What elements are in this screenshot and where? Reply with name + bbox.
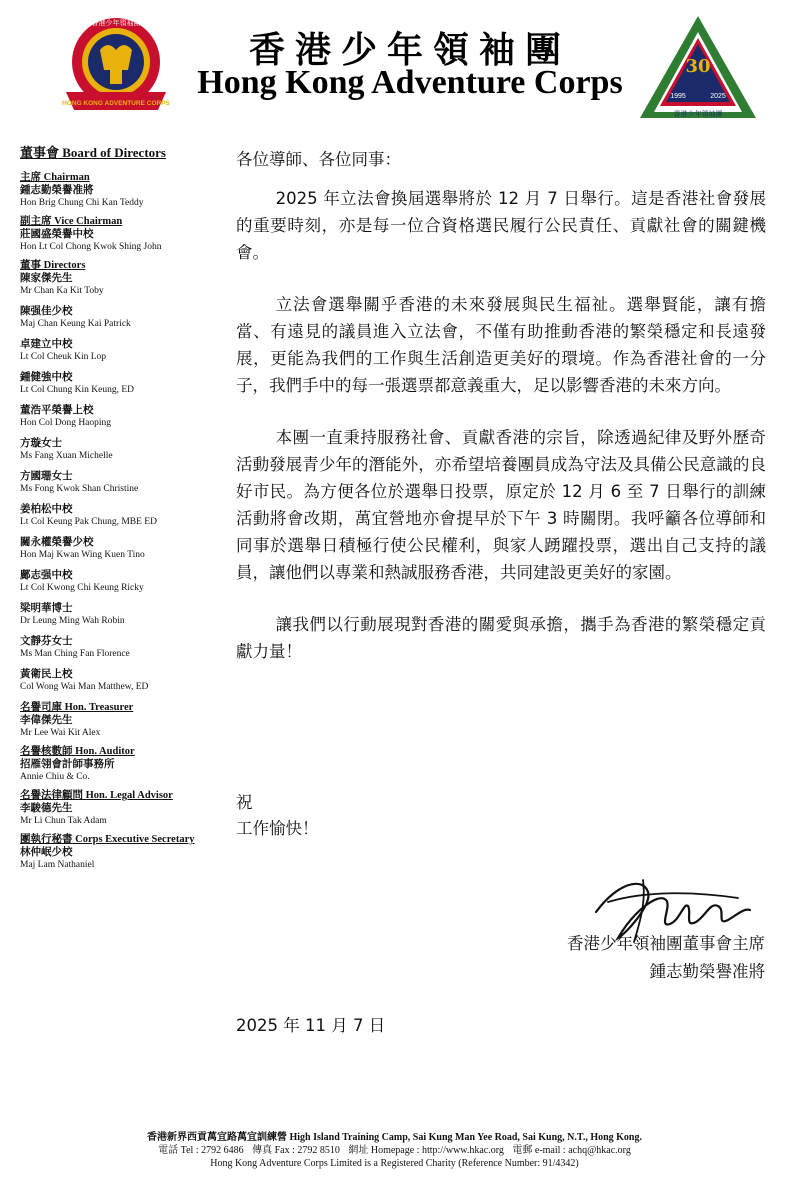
left-logo-ring-text: 香港少年領袖團 (91, 19, 141, 27)
closing-line-2: 工作愉快！ (236, 819, 319, 838)
footer (0, 1131, 789, 1170)
director-name-en: Mr Chan Ka Kit Toby (20, 286, 104, 296)
executive-secretary-name-zh: 林仲岷少校 (20, 846, 73, 858)
director-name-zh: 姜柏松中校 (20, 503, 73, 515)
closing (236, 790, 319, 842)
director-entry (20, 668, 220, 693)
director-name-zh: 陳强佳少校 (20, 305, 73, 317)
footer-tel: 電話 Tel : 2792 6486 (158, 1145, 244, 1156)
directors-section (20, 259, 220, 693)
director-name-zh: 鄺志强中校 (20, 569, 73, 581)
director-name-en: Ms Fang Xuan Michelle (20, 451, 113, 461)
hkac-emblem-logo (60, 14, 172, 118)
letter-paragraph: 本團一直秉持服務社會、貢獻香港的宗旨，除透過紀律及野外歷奇活動發展青少年的潛能外，亦希望培養團員成為守法及具備公民意識的良好市民。為方便各位於選舉日投票，原定於 12 月 6 至 7 日舉行的訓練活動將會改期，萬宜營地亦會提早於下午 3 時關閉。我呼籲各位導師和同事於選舉日積極行使公民權利，與家人踴躍投票，選出自己支持的議員，讓他們以專業和熱誠服務香港，共同建設更美好的家園。 (236, 428, 766, 582)
vice-chairman-section (20, 215, 220, 253)
vice-chairman-name-zh: 莊國盛榮譽中校 (20, 228, 94, 240)
closing-line-1: 祝 (236, 793, 253, 812)
director-name-en: Lt Col Chung Kin Keung, ED (20, 385, 134, 395)
letter-body (236, 146, 766, 690)
director-entry (20, 305, 220, 330)
director-entry (20, 569, 220, 594)
footer-fax: 傳真 Fax : 2792 8510 (252, 1145, 340, 1156)
org-title-zh: 香港少年領袖團 (248, 29, 571, 71)
executive-secretary-title: 團執行秘書 Corps Executive Secretary (20, 834, 195, 845)
org-title-en: Hong Kong Adventure Corps (197, 64, 623, 101)
director-entry (20, 635, 220, 660)
signatory-name: 鍾志勤榮譽准將 (649, 962, 765, 981)
auditor-name-zh: 招雁翎會計師事務所 (20, 758, 115, 770)
director-entry (20, 437, 220, 462)
letter-date: 2025 年 11 月 7 日 (236, 1016, 386, 1035)
director-name-zh: 方璇女士 (20, 437, 62, 449)
chairman-title: 主席 Chairman (20, 172, 90, 183)
letter-paragraph: 2025 年立法會換屆選舉將於 12 月 7 日舉行。這是香港社會發展的重要時刻，亦是每一位合資格選民履行公民責任、貢獻社會的關鍵機會。 (236, 189, 766, 262)
anniversary-year-start: 1995 (670, 93, 686, 100)
legal-advisor-name-en: Mr Li Chun Tak Adam (20, 816, 107, 826)
director-name-zh: 陳家傑先生 (20, 272, 73, 284)
legal-advisor-title: 名譽法律顧問 Hon. Legal Advisor (20, 790, 173, 801)
vice-chairman-name-en: Hon Lt Col Chong Kwok Shing John (20, 242, 162, 252)
director-entry (20, 404, 220, 429)
executive-secretary-section (20, 833, 220, 871)
director-entry (20, 371, 220, 396)
director-name-zh: 文靜芬女士 (20, 635, 73, 647)
chairman-name-en: Hon Brig Chung Chi Kan Teddy (20, 198, 144, 208)
executive-secretary-name-en: Maj Lam Nathaniel (20, 860, 95, 870)
director-name-en: Ms Man Ching Fan Florence (20, 649, 130, 659)
footer-email[interactable]: 電郵 e-mail : achq@hkac.org (512, 1145, 631, 1156)
treasurer-title: 名譽司庫 Hon. Treasurer (20, 702, 134, 713)
director-name-en: Lt Col Keung Pak Chung, MBE ED (20, 517, 157, 527)
chairman-name-zh: 鍾志勤榮譽准將 (20, 184, 94, 196)
director-name-en: Maj Chan Keung Kai Patrick (20, 319, 131, 329)
board-of-directors-sidebar (20, 142, 220, 877)
director-entry (20, 272, 220, 297)
letter-paragraph: 立法會選舉關乎香港的未來發展與民生福祉。選舉賢能，讓有擔當、有遠見的議員進入立法會，不僅有助推動香港的繁榮穩定和長遠發展，更能為我們的工作與生活創造更美好的環境。作為香港社會的一分子，我們手中的每一張選票都意義重大，足以影響香港的未來方向。 (236, 295, 766, 395)
director-name-en: Hon Col Dong Haoping (20, 418, 112, 428)
director-name-zh: 方國珊女士 (20, 470, 73, 482)
director-name-zh: 董浩平榮譽上校 (20, 404, 94, 416)
footer-homepage[interactable]: 網址 Homepage : http://www.hkac.org (348, 1145, 504, 1156)
footer-charity: Hong Kong Adventure Corps Limited is a Registered Charity (Reference Number: 91/4342) (210, 1158, 579, 1169)
director-name-en: Hon Maj Kwan Wing Kuen Tino (20, 550, 145, 560)
director-name-en: Lt Col Kwong Chi Keung Ricky (20, 583, 144, 593)
board-title: 董事會 Board of Directors (20, 145, 166, 160)
director-name-zh: 鍾健強中校 (20, 371, 73, 383)
director-entry (20, 338, 220, 363)
footer-address: 香港新界西貢萬宜路萬宜訓練營 High Island Training Camp, Sai Kung Man Yee Road, Sai Kung, N.T., Hong Kong. (147, 1132, 642, 1143)
left-logo-ribbon-text: HONG KONG ADVENTURE CORPS (62, 100, 170, 107)
directors-title: 董事 Directors (20, 260, 86, 271)
vice-chairman-title: 副主席 Vice Chairman (20, 216, 123, 227)
chairman-section (20, 171, 220, 209)
treasurer-name-en: Mr Lee Wai Kit Alex (20, 728, 101, 738)
legal-advisor-section (20, 789, 220, 827)
director-name-zh: 黃衛民上校 (20, 668, 73, 680)
director-entry (20, 470, 220, 495)
anniversary-year-end: 2025 (710, 93, 726, 100)
signatory-organization: 香港少年領袖團董事會主席 (567, 934, 765, 953)
30th-anniversary-logo (638, 14, 758, 122)
director-name-zh: 卓建立中校 (20, 338, 73, 350)
treasurer-name-zh: 李偉傑先生 (20, 714, 73, 726)
salutation: 各位導師、各位同事： (236, 150, 401, 169)
auditor-section (20, 745, 220, 783)
director-name-en: Col Wong Wai Man Matthew, ED (20, 682, 149, 692)
director-name-zh: 關永權榮譽少校 (20, 536, 94, 548)
director-entry (20, 602, 220, 627)
anniversary-number: 30 (685, 56, 711, 77)
auditor-title: 名譽核數師 Hon. Auditor (20, 746, 135, 757)
director-entry (20, 503, 220, 528)
director-entry (20, 536, 220, 561)
director-name-zh: 梁明華博士 (20, 602, 73, 614)
anniversary-caption: 香港少年領袖團 (673, 110, 723, 118)
treasurer-section (20, 701, 220, 739)
auditor-name-en: Annie Chiu & Co. (20, 772, 90, 782)
director-name-en: Lt Col Cheuk Kin Lop (20, 352, 107, 362)
footer-contacts (0, 1144, 789, 1157)
signatory-block (567, 930, 765, 986)
legal-advisor-name-zh: 李駿德先生 (20, 802, 73, 814)
director-name-en: Dr Leung Ming Wah Robin (20, 616, 125, 626)
director-name-en: Ms Fong Kwok Shan Christine (20, 484, 139, 494)
letter-paragraph: 讓我們以行動展現對香港的關愛與承擔，攜手為香港的繁榮穩定貢獻力量！ (236, 615, 766, 661)
